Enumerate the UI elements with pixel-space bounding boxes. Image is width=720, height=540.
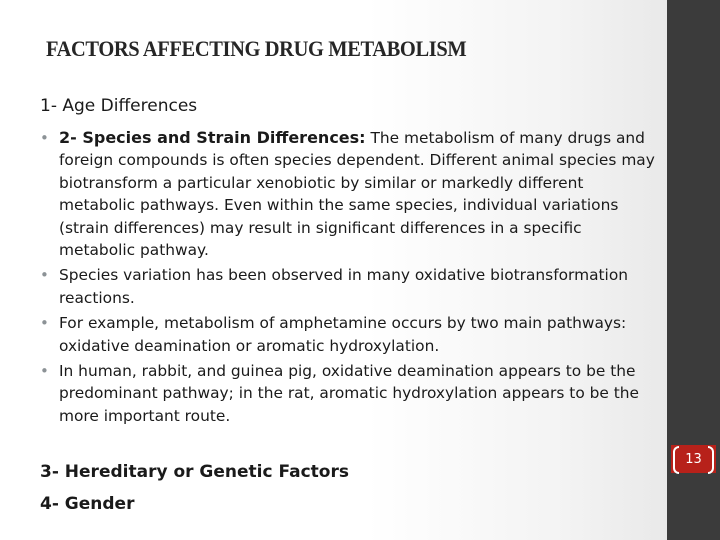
bullet-list <box>40 127 660 430</box>
bullet-text-predominant-pathway: In human, rabbit, and guinea pig, oxidative deamination appears to be the predominant pathway; in the rat, aromatic hydroxylation appears to be the more important route. <box>59 362 640 425</box>
bullet-item-amphetamine <box>40 312 660 357</box>
bullet-item-species-strain <box>40 127 660 261</box>
right-bracket-icon <box>708 446 714 474</box>
bullet-icon: • <box>40 314 49 333</box>
page-number: 13 <box>685 451 702 467</box>
bullet-icon: • <box>40 362 49 381</box>
heading-age-differences: 1- Age Differences <box>40 96 198 116</box>
bullet-text-species-strain: The metabolism of many drugs and foreign compounds is often species dependent. Different animal species may biotransform a particular xenobiotic by similar or markedly different metabolic pathways. Even within the same species, individual variations (strain differences) may result in significant differences in a specific metabolic pathway. <box>59 129 655 260</box>
slide-title: FACTORS AFFECTING DRUG METABOLISM <box>46 36 467 61</box>
bullet-item-species-variation <box>40 264 660 309</box>
page-number-badge <box>671 445 716 473</box>
bullet-item-predominant-pathway <box>40 360 660 427</box>
bullet-icon: • <box>40 266 49 285</box>
heading-gender: 4- Gender <box>40 494 135 514</box>
left-bracket-icon <box>673 446 679 474</box>
bullet-text-species-variation: Species variation has been observed in many oxidative biotransformation reactions. <box>59 266 628 307</box>
bullet-icon: • <box>40 129 49 147</box>
bullet-text-amphetamine: For example, metabolism of amphetamine occurs by two main pathways: oxidative deamination or aromatic hydroxylation. <box>59 314 627 355</box>
bullet-lead-species-strain: 2- Species and Strain Differences: <box>59 128 366 147</box>
heading-hereditary-genetic: 3- Hereditary or Genetic Factors <box>40 462 349 482</box>
